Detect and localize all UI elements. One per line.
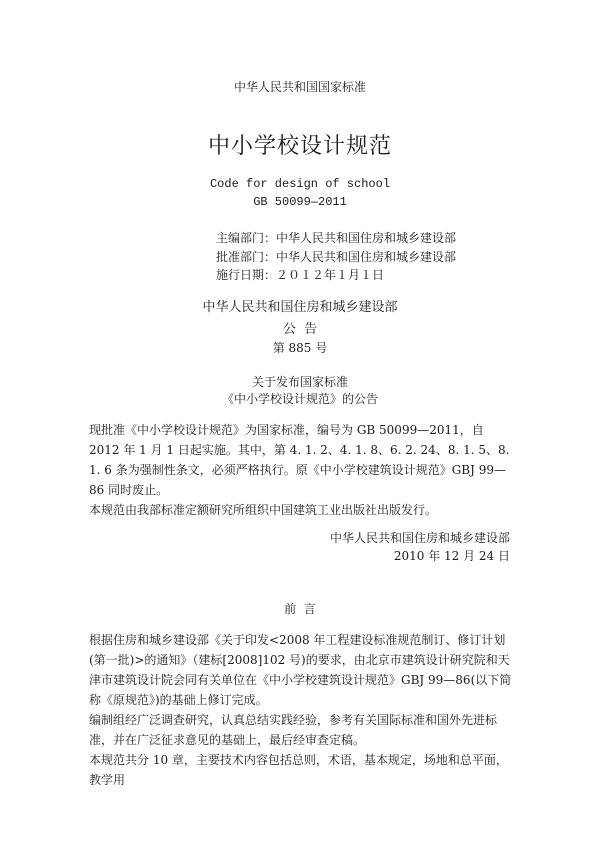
- announcement-subject-line1: 关于发布国家标准: [251, 375, 348, 389]
- effective-date-line: 施行日期：２０１２年１月１日: [216, 268, 385, 282]
- preface-paragraph: 本规范共分 10 章，主要技术内容包括总则，术语，基本规定，场地和总平面，教学用: [89, 753, 508, 787]
- preface-paragraph: 根据住房和城乡建设部《关于印发<2008 年工程建设标准规范制订、修订计划(第一批)>的通知》（建标[2008]102 号)的要求，由北京市建筑设计研究院和天津市建筑设计院会同有关单位在《中小学校建筑设计规范》GBJ 99—86(以下简称《原规范》)的基础上修订完成。: [89, 633, 512, 707]
- announcement-paragraph: 本规范由我部标准定额研究所组织中国建筑工业出版社出版发行。: [89, 503, 438, 517]
- announcement-ministry: 中华人民共和国住房和城乡建设部: [202, 300, 398, 315]
- announcement-date: 2010 年 12 月 24 日: [393, 549, 510, 563]
- approver-line: 批准部门：中华人民共和国住房和城乡建设部: [216, 250, 457, 264]
- preface-body: [89, 630, 515, 790]
- standard-category: 中华人民共和国国家标准: [233, 80, 366, 94]
- announcement-paragraph: 现批准《中小学校设计规范》为国家标准，编号为 GB 50099—2011，自 2012 年 1 月 1 日起实施。其中，第 4. 1. 2、4. 1. 8、6. 2. 24、8. 1. 5、8. 1. 6 条为强制性条文，必须严格执行。原《中小学校建筑设计规范》GBJ 99—86 同时废止。: [89, 423, 510, 497]
- preface-paragraph: 编制组经广泛调查研究，认真总结实践经验，参考有关国际标准和国外先进标准，并在广泛征求意见的基础上，最后经审查定稿。: [89, 713, 498, 747]
- announcement-signature: 中华人民共和国住房和城乡建设部: [329, 531, 510, 545]
- preface-heading: 前 言: [284, 602, 316, 616]
- announcement-subject-line2: 《中小学校设计规范》的公告: [221, 392, 378, 406]
- announcement-number: 第 885 号: [272, 341, 328, 355]
- announcement-type: 公 告: [282, 322, 318, 337]
- announcement-body: [89, 420, 515, 520]
- standard-code: GB 50099—2011: [253, 195, 347, 209]
- document-title: 中小学校设计规范: [207, 134, 392, 159]
- chief-editor-line: 主编部门：中华人民共和国住房和城乡建设部: [216, 231, 457, 245]
- english-title: Code for design of school: [209, 177, 391, 191]
